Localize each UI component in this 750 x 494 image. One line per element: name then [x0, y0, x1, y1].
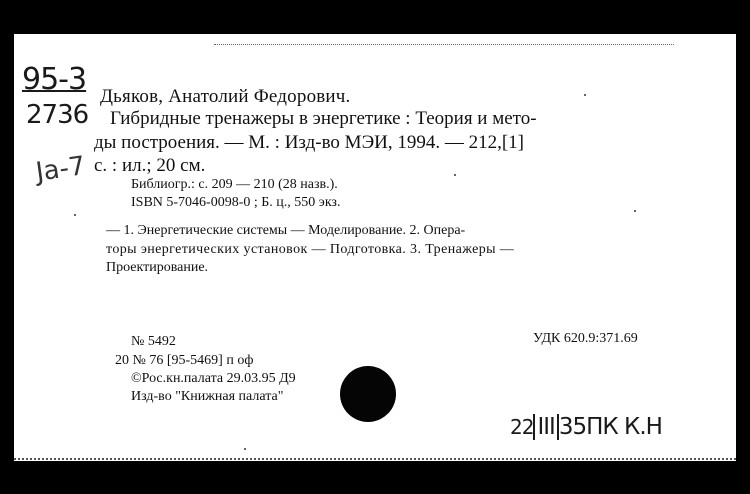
bottom-handwritten-note	[510, 414, 662, 440]
speck	[634, 210, 636, 212]
punch-hole-mark	[340, 366, 396, 422]
title-line-2: ды построения. — М. : Изд-во МЭИ, 1994. — 212,[1]	[94, 132, 524, 153]
subject-line-3: Проектирование.	[106, 260, 209, 275]
publisher-line: Изд-во "Книжная палата"	[131, 389, 284, 404]
speck	[584, 94, 586, 96]
shelf-mark-top: 95-3	[22, 62, 87, 97]
subject-line-1: — 1. Энергетические системы — Моделирование. 2. Опера-	[106, 223, 466, 238]
catalog-card	[14, 34, 736, 461]
author-heading: Дьяков, Анатолий Федорович.	[100, 86, 351, 107]
bottom-note-prefix: 22	[510, 415, 534, 439]
udc-code: УДК 620.9:371.69	[533, 331, 638, 346]
bottom-dotted-line	[14, 458, 736, 461]
card-number: № 5492	[131, 334, 176, 349]
title-line-1: Гибридные тренажеры в энергетике : Теория и мето-	[110, 108, 537, 129]
copyright-line: ©Рос.кн.палата 29.03.95 Д9	[131, 371, 296, 386]
title-line-3: с. : ил.; 20 см.	[94, 155, 206, 176]
bottom-note-rest: 35ПК К.Н	[558, 414, 662, 440]
subject-line-2: торы энергетических установок — Подготовка. 3. Тренажеры —	[106, 242, 515, 257]
speck	[74, 214, 76, 216]
record-line: 20 № 76 [95-5469] п оф	[115, 353, 254, 368]
isbn-line: ISBN 5-7046-0098-0 ; Б. ц., 550 экз.	[131, 195, 341, 210]
speck	[244, 448, 246, 450]
top-dotted-line	[214, 44, 674, 46]
margin-note: Ja-7	[34, 151, 88, 188]
speck	[454, 174, 456, 176]
shelf-mark-bottom: 2736	[26, 100, 89, 130]
bibliography-note: Библиогр.: с. 209 — 210 (28 назв.).	[131, 177, 338, 192]
bottom-note-boxed: III	[533, 414, 558, 440]
